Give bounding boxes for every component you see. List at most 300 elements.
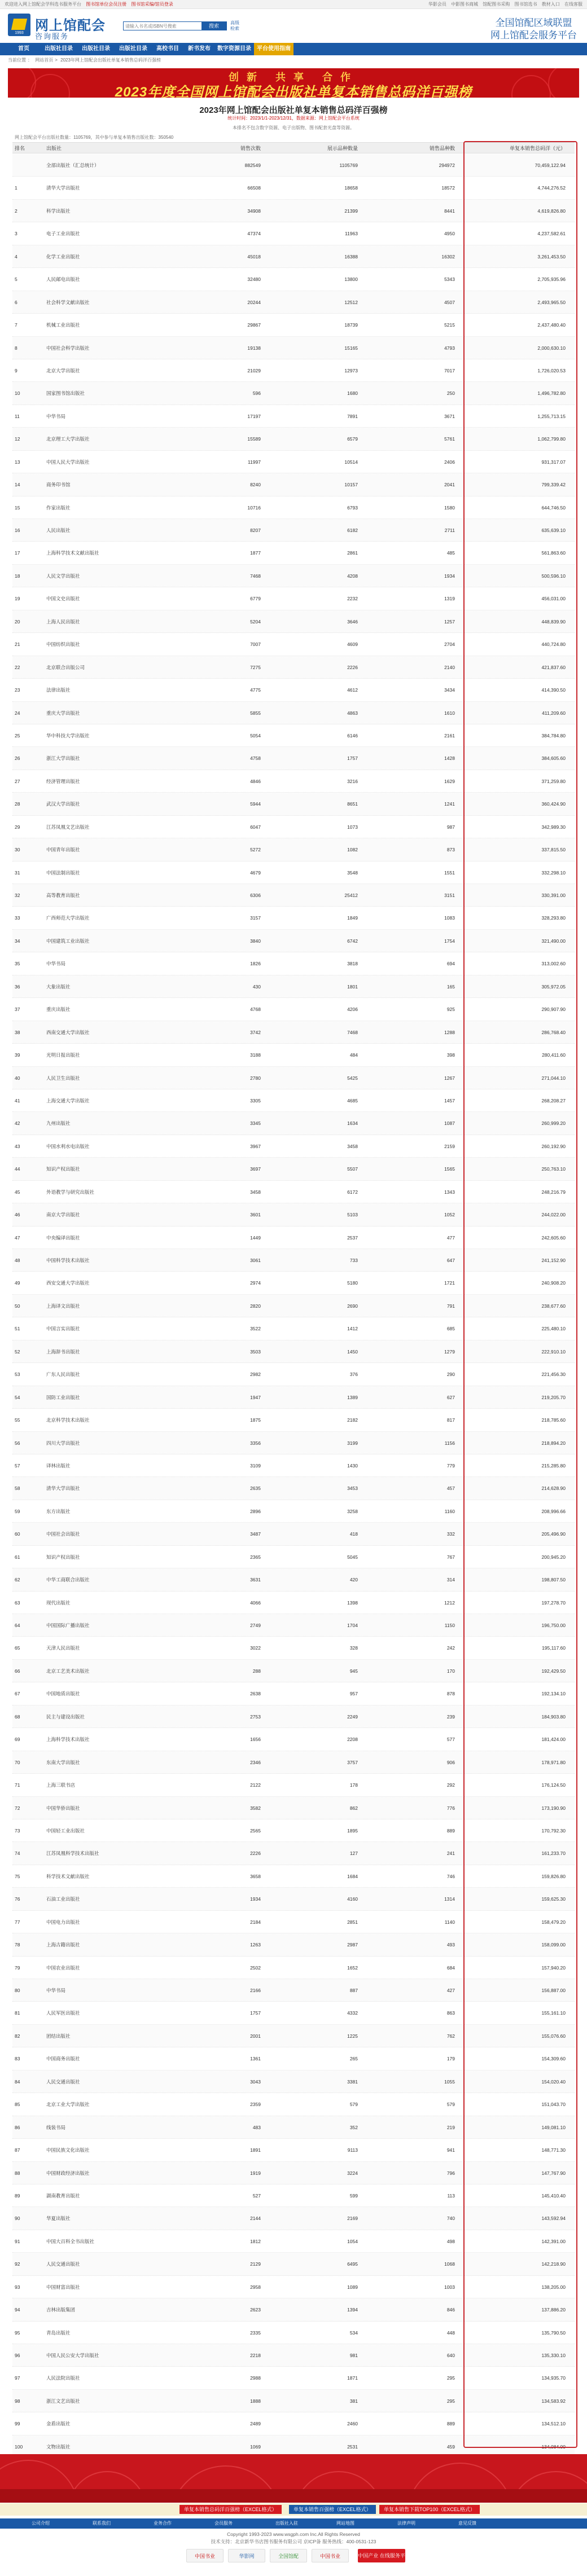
- table-row: [12, 1386, 575, 1409]
- cell-display-count: 10157: [344, 482, 358, 488]
- cell-publisher[interactable]: 浙江大学出版社: [46, 755, 80, 762]
- nav-item-0[interactable]: 首页: [18, 46, 29, 52]
- top-link-2[interactable]: 馆配图书采购: [483, 2, 510, 7]
- cell-publisher[interactable]: 中国人民公安大学出版社: [46, 2353, 99, 2358]
- cell-rank: 17: [15, 550, 20, 556]
- cell-publisher[interactable]: 中国大百科全书出版社: [46, 2238, 95, 2244]
- nav-item-5[interactable]: 新书发布: [188, 46, 211, 52]
- cell-total-value: 260,192.90: [541, 1143, 566, 1149]
- cell-publisher[interactable]: 中国国际广播出版社: [46, 1623, 90, 1628]
- cell-publisher[interactable]: 中国人民大学出版社: [46, 459, 90, 465]
- cell-display-count: 1849: [347, 915, 358, 921]
- cell-rank: 66: [15, 1668, 20, 1674]
- cell-sales-count: 2988: [250, 2375, 261, 2381]
- cell-total-value: 290,907.90: [541, 1006, 566, 1013]
- banner-slogan: 创新 共享 合作: [228, 72, 358, 83]
- cell-display-count: 3458: [347, 1143, 358, 1149]
- table-row: [12, 2276, 575, 2298]
- cell-sales-count: 21029: [247, 367, 261, 373]
- cell-publisher[interactable]: 大象出版社: [46, 983, 71, 990]
- cell-publisher[interactable]: 四川大学出版社: [46, 1440, 80, 1446]
- cell-display-count: 1398: [347, 1599, 358, 1606]
- table-row: [12, 2344, 575, 2367]
- cell-publisher[interactable]: 中国商务出版社: [46, 2056, 80, 2062]
- cell-rank: 54: [15, 1394, 20, 1400]
- table-row: [12, 1751, 575, 1774]
- cell-sales-count: 20244: [247, 299, 261, 305]
- cell-total-value: 142,218.90: [541, 2261, 566, 2267]
- cell-rank: 97: [15, 2375, 20, 2381]
- cell-publisher[interactable]: 现代出版社: [46, 1599, 71, 1606]
- cell-publisher[interactable]: 上海三联书店: [46, 1782, 76, 1788]
- footer-link-5[interactable]: 网站地图: [336, 2521, 354, 2526]
- logo-icon[interactable]: [8, 14, 30, 36]
- cell-total-value: 161,233.70: [541, 1850, 566, 1857]
- cell-sales-count: 3487: [250, 1531, 261, 1537]
- cell-display-count: 2182: [347, 1417, 358, 1423]
- footer-link-3[interactable]: 会员服务: [214, 2521, 233, 2526]
- cell-publisher[interactable]: 上海译文出版社: [46, 1303, 80, 1309]
- cell-publisher[interactable]: 清华大学出版社: [46, 1485, 80, 1492]
- table-header: [12, 142, 575, 153]
- cell-publisher[interactable]: 青岛出版社: [46, 2329, 71, 2336]
- cell-publisher[interactable]: 中华工商联合出版社: [46, 1577, 90, 1583]
- cell-publisher[interactable]: 中国电力出版社: [46, 1919, 80, 1925]
- cell-titles-sold: 113: [447, 2192, 455, 2199]
- cell-publisher[interactable]: 中国农业出版社: [46, 1964, 80, 1971]
- cell-sales-count: 2184: [250, 1919, 261, 1925]
- cell-rank: 28: [15, 801, 20, 807]
- cell-publisher[interactable]: 民主与建设出版社: [46, 1713, 85, 1720]
- cell-titles-sold: 3434: [444, 687, 455, 693]
- table-row: [12, 1933, 575, 1956]
- table-row: [12, 1592, 575, 1614]
- table-row: [12, 291, 575, 314]
- cell-rank: 92: [15, 2261, 20, 2267]
- badge-0[interactable]: 中国书业: [186, 2549, 224, 2562]
- cell-sales-count: 7468: [250, 573, 261, 579]
- cell-publisher[interactable]: 人民法院出版社: [46, 2375, 80, 2381]
- cell-sales-count: 3967: [250, 1143, 261, 1149]
- cell-publisher[interactable]: 高等教育出版社: [46, 893, 80, 898]
- table-row: [12, 610, 575, 633]
- cell-titles-sold: 1212: [444, 1599, 455, 1606]
- cell-total-value: 321,490.00: [541, 938, 566, 944]
- cell-publisher[interactable]: 上海交通大学出版社: [46, 1097, 90, 1104]
- cell-rank: 77: [15, 1919, 20, 1925]
- cell-total-value: 134,583.92: [541, 2398, 566, 2404]
- nav-item-2[interactable]: 出版社目录: [82, 46, 110, 52]
- cell-publisher[interactable]: 北京工艺美术出版社: [46, 1668, 90, 1674]
- cell-sales-count: 2218: [250, 2353, 261, 2358]
- cell-total-value: 448,839.90: [541, 618, 566, 625]
- nav-item-6[interactable]: 数字资源目录: [217, 46, 251, 52]
- cell-titles-sold: 1314: [444, 1896, 455, 1902]
- table-row: [12, 884, 575, 907]
- cell-titles-sold: 1551: [444, 869, 455, 876]
- cell-sales-count: 2780: [250, 1075, 261, 1081]
- cell-publisher[interactable]: 上海古籍出版社: [46, 1942, 80, 1948]
- cell-publisher[interactable]: 中国财富出版社: [46, 2284, 80, 2290]
- cell-publisher[interactable]: 译林出版社: [46, 1462, 71, 1469]
- cell-titles-sold: 2140: [444, 664, 455, 670]
- cell-total-value: 192,134.10: [541, 1691, 566, 1697]
- footer-link-7[interactable]: 意见反馈: [458, 2521, 476, 2526]
- cell-publisher[interactable]: 中国地质出版社: [46, 1691, 80, 1697]
- cell-titles-sold: 2704: [444, 641, 455, 648]
- table-row: [12, 1568, 575, 1591]
- table-row: [12, 2412, 575, 2435]
- cell-rank: 14: [15, 482, 20, 488]
- cell-rank: 9: [15, 367, 17, 373]
- cell-publisher[interactable]: 人民交通出版社: [46, 2261, 80, 2267]
- cell-display-count: 18658: [344, 185, 358, 191]
- cell-publisher[interactable]: 中国科学技术出版社: [46, 1258, 90, 1263]
- cell-display-count: 6495: [347, 2261, 358, 2267]
- footer-link-0[interactable]: 公司介绍: [32, 2521, 50, 2526]
- top-link-3[interactable]: 图书馆选书: [514, 2, 537, 7]
- table-row: [12, 907, 575, 929]
- cell-display-count: 1684: [347, 1873, 358, 1879]
- visitor-register-link[interactable]: 图书馆单位会员注册: [86, 2, 127, 7]
- cell-publisher[interactable]: 文物出版社: [46, 2443, 71, 2450]
- cell-publisher[interactable]: 华中科技大学出版社: [46, 732, 90, 738]
- search-input[interactable]: [124, 22, 201, 30]
- table-row: [12, 1272, 575, 1294]
- cell-sales-count: 8207: [250, 527, 261, 533]
- cell-display-count: 13800: [344, 276, 358, 283]
- top-link-4[interactable]: 教材入口: [541, 2, 560, 7]
- cell-total-value: 931,317.07: [541, 459, 566, 465]
- cell-rank: 89: [15, 2192, 20, 2199]
- cell-display-count: 2537: [347, 1234, 358, 1241]
- cell-publisher[interactable]: 机械工业出版社: [46, 322, 80, 328]
- cell-sales-count: 3043: [250, 2078, 261, 2085]
- cell-publisher[interactable]: 中华书局: [46, 413, 66, 419]
- publisher-login-link[interactable]: 图书馆采编/馆员登录: [131, 2, 173, 7]
- cell-publisher[interactable]: 中国民族文化出版社: [46, 2147, 90, 2153]
- cell-titles-sold: 427: [446, 1988, 455, 1993]
- cell-rank: 21: [15, 641, 20, 648]
- cell-publisher[interactable]: 浙江文艺出版社: [46, 2398, 80, 2404]
- cell-total-value: 181,424.00: [541, 1737, 566, 1743]
- cell-rank: 26: [15, 755, 20, 762]
- cell-sales-count: 2122: [250, 1782, 261, 1788]
- cell-total-value: 178,971.80: [541, 1759, 566, 1765]
- cell-display-count: 2249: [347, 1713, 358, 1720]
- cell-rank: 93: [15, 2284, 20, 2290]
- cell-total-value: 151,043.70: [541, 2102, 566, 2108]
- cell-total-value: 154,020.40: [541, 2078, 566, 2085]
- badge-1[interactable]: 华影网: [228, 2549, 265, 2562]
- cell-publisher[interactable]: 中国水利水电出版社: [46, 1143, 90, 1149]
- cell-total-value: 134,935.70: [541, 2375, 566, 2381]
- badge-2[interactable]: 全国馆配: [270, 2549, 307, 2562]
- cell-display-count: 981: [349, 2353, 358, 2358]
- cell-total-value: 1,726,020.53: [537, 367, 566, 373]
- cell-display-count: 3258: [347, 1508, 358, 1514]
- page-note: 本排名不包含数字资源、电子出版物、图书配套光盘等资源。: [233, 125, 354, 130]
- cell-titles-sold: 762: [446, 2033, 455, 2039]
- cell-titles-sold: 457: [446, 1485, 455, 1492]
- cell-publisher[interactable]: 人民出版社: [46, 527, 71, 533]
- cell-titles-sold: 5215: [444, 322, 455, 328]
- top-bar-right: [425, 0, 582, 9]
- cell-publisher[interactable]: 武汉大学出版社: [46, 801, 80, 807]
- cell-rank: 33: [15, 915, 20, 921]
- cell-publisher[interactable]: 上海科学技术出版社: [46, 1737, 90, 1743]
- footer-link-1[interactable]: 联系我们: [93, 2521, 111, 2526]
- cell-sales-count: 3582: [250, 1805, 261, 1811]
- table-row: [12, 2253, 575, 2275]
- cell-display-count: 18739: [344, 322, 358, 328]
- cell-titles-sold: 5761: [444, 436, 455, 442]
- cell-titles-sold: 4950: [444, 231, 455, 237]
- cell-publisher[interactable]: 中国文史出版社: [46, 596, 80, 602]
- logo-year: 1993: [15, 31, 24, 35]
- cell-rank: 39: [15, 1052, 20, 1058]
- cell-display-count: 10514: [344, 459, 358, 465]
- cell-total-value: 149,081.10: [541, 2124, 566, 2130]
- cell-publisher[interactable]: 中国言实出版社: [46, 1326, 80, 1332]
- cell-sales-count: 19138: [247, 345, 261, 351]
- cell-rank: 87: [15, 2147, 20, 2153]
- cell-titles-sold: 292: [446, 1782, 455, 1788]
- cell-display-count: 4685: [347, 1097, 358, 1104]
- cell-publisher[interactable]: 吉林出版集团: [46, 2307, 76, 2313]
- cell-titles-sold: 3151: [444, 893, 455, 898]
- cell-publisher[interactable]: 广东人民出版社: [46, 1371, 80, 1378]
- cell-display-count: 6742: [347, 938, 358, 944]
- cell-publisher[interactable]: 人民军医出版社: [46, 2010, 80, 2016]
- cell-publisher[interactable]: 法律出版社: [46, 687, 71, 693]
- cell-sales-count: 1069: [250, 2443, 261, 2450]
- cell-titles-sold: 640: [446, 2353, 455, 2358]
- nav-item-3[interactable]: 出版社目录: [119, 46, 147, 52]
- cell-total-value: 221,456.30: [541, 1371, 566, 1378]
- cell-publisher[interactable]: 重庆大学出版社: [46, 710, 80, 716]
- cell-display-count: 5103: [347, 1212, 358, 1218]
- cell-sales-count: 4679: [250, 869, 261, 876]
- cell-display-count: 2169: [347, 2215, 358, 2222]
- cell-publisher[interactable]: 西南交通大学出版社: [46, 1029, 90, 1035]
- cell-titles-sold: 4507: [444, 299, 455, 305]
- cell-titles-sold: 1140: [444, 1919, 455, 1925]
- cell-sales-count: 3356: [250, 1440, 261, 1446]
- cell-display-count: 1450: [347, 1348, 358, 1355]
- page-title: 2023年网上馆配会出版社单复本销售总码洋百强榜: [199, 105, 388, 115]
- cell-sales-count: 4775: [250, 687, 261, 693]
- cell-total-value: 342,989.30: [541, 824, 566, 830]
- cell-total-value: 134,084.00: [541, 2443, 566, 2450]
- cell-display-count: 945: [349, 1668, 358, 1674]
- cell-publisher[interactable]: 社会科学文献出版社: [46, 299, 90, 305]
- cell-rank: 45: [15, 1189, 20, 1195]
- cell-publisher[interactable]: 华夏出版社: [46, 2215, 71, 2222]
- download-button-3[interactable]: 单复本销售下载TOP100（EXCEL格式）: [379, 2505, 480, 2514]
- table-row: [12, 200, 575, 222]
- download-button-1[interactable]: 单复本销售总码洋百强榜（EXCEL格式）: [179, 2505, 282, 2514]
- cell-publisher[interactable]: 团结出版社: [46, 2033, 71, 2039]
- cell-publisher[interactable]: 江苏凤凰文艺出版社: [46, 824, 90, 830]
- cell-titles-sold: 295: [446, 2398, 455, 2404]
- nav-item-4[interactable]: 高校书目: [156, 46, 179, 52]
- badge-3[interactable]: 中国书业: [312, 2549, 349, 2562]
- breadcrumb-home[interactable]: 网站首页: [35, 58, 54, 63]
- cell-publisher[interactable]: 光明日报出版社: [46, 1052, 80, 1058]
- cell-publisher[interactable]: 中国轻工业出版社: [46, 1827, 85, 1834]
- cell-titles-sold: 740: [446, 2215, 455, 2222]
- cell-publisher[interactable]: 东南大学出版社: [46, 1759, 80, 1765]
- cell-publisher[interactable]: 科学出版社: [46, 208, 71, 214]
- table-row: [12, 268, 575, 291]
- cell-publisher[interactable]: 中华书局: [46, 1988, 66, 1993]
- cell-publisher[interactable]: 东方出版社: [46, 1508, 71, 1514]
- cell-titles-sold: 863: [446, 2010, 455, 2016]
- cell-sales-count: 1875: [250, 1417, 261, 1423]
- cell-publisher[interactable]: 北京工业大学出版社: [46, 2102, 90, 2108]
- cell-publisher[interactable]: 湖南教育出版社: [46, 2192, 80, 2199]
- cell-sales-count: 15589: [247, 436, 261, 442]
- cell-publisher[interactable]: 石油工业出版社: [46, 1896, 80, 1902]
- table-row: [12, 975, 575, 998]
- badge-4[interactable]: 中国产业 在线服务平台: [358, 2549, 405, 2562]
- cell-total-value: 170,792.30: [541, 1827, 566, 1834]
- cell-publisher[interactable]: 南京大学出版社: [46, 1212, 80, 1218]
- cell-publisher[interactable]: 北京联合出版公司: [46, 664, 85, 670]
- cell-display-count: 7891: [347, 413, 358, 419]
- cell-publisher[interactable]: 金盾出版社: [46, 2421, 71, 2427]
- cell-publisher[interactable]: 中央编译出版社: [46, 1234, 80, 1241]
- top-link-5[interactable]: 在线客服: [564, 2, 582, 7]
- cell-titles-sold: 242: [446, 1645, 455, 1651]
- cell-publisher[interactable]: 商务印书馆: [46, 482, 71, 488]
- cell-sales-count: 3697: [250, 1166, 261, 1172]
- cell-sales-count: 2638: [250, 1691, 261, 1697]
- cell-titles-sold: 1629: [444, 778, 455, 784]
- top-link-0[interactable]: 华影会员: [428, 2, 446, 7]
- cell-publisher[interactable]: 人民交通出版社: [46, 2078, 80, 2085]
- advanced-search-link[interactable]: 高级检索: [230, 20, 239, 31]
- table-row: [12, 1432, 575, 1454]
- cell-publisher[interactable]: 中国青年出版社: [46, 847, 80, 853]
- cell-publisher[interactable]: 重庆出版社: [46, 1006, 71, 1013]
- table-row: [12, 177, 575, 199]
- cell-publisher[interactable]: 九州出版社: [46, 1120, 71, 1127]
- cell-publisher[interactable]: 电子工业出版社: [46, 231, 80, 237]
- cell-publisher[interactable]: 上海科学技术文献出版社: [46, 550, 99, 556]
- table-row: [12, 245, 575, 268]
- cell-publisher[interactable]: 清华大学出版社: [46, 185, 80, 191]
- cell-total-value: 244,022.00: [541, 1212, 566, 1218]
- table-row: [12, 359, 575, 382]
- cell-publisher[interactable]: 国防工业出版社: [46, 1394, 80, 1400]
- footer-link-2[interactable]: 业务合作: [154, 2521, 172, 2526]
- cell-total-value: 219,205.70: [541, 1394, 566, 1400]
- cell-publisher[interactable]: 国家图书馆出版社: [46, 390, 85, 397]
- cell-sales-count: 7275: [250, 664, 261, 670]
- cell-publisher[interactable]: 中华书局: [46, 961, 66, 967]
- cell-publisher[interactable]: 科学技术文献出版社: [46, 1873, 90, 1879]
- cell-display-count: 957: [349, 1691, 358, 1697]
- table-row: [12, 816, 575, 838]
- table-row: [12, 1728, 575, 1751]
- cell-display-count: 21399: [344, 208, 358, 214]
- footer-link-4[interactable]: 出版社入驻: [275, 2521, 298, 2526]
- cell-sales-count: 3658: [250, 1873, 261, 1879]
- cell-display-count: 4332: [347, 2010, 358, 2016]
- cell-rank: 55: [15, 1417, 20, 1423]
- cell-display-count: 9113: [347, 2147, 358, 2153]
- cell-sales-count: 2974: [250, 1280, 261, 1286]
- download-button-2[interactable]: 单复本销售百强榜（EXCEL格式）: [289, 2505, 376, 2514]
- table-row: [12, 2390, 575, 2412]
- cell-publisher[interactable]: 作家出版社: [46, 504, 71, 511]
- cell-publisher[interactable]: 北京科学技术出版社: [46, 1417, 90, 1423]
- cell-publisher[interactable]: 经济管理出版社: [46, 778, 80, 784]
- cell-publisher[interactable]: 人民邮电出版社: [46, 276, 80, 283]
- cell-total-value: 1,255,713.15: [537, 413, 566, 419]
- search-button[interactable]: 搜索: [201, 22, 226, 30]
- cell-publisher[interactable]: 中国纺织出版社: [46, 641, 80, 648]
- cell-sales-count: 1656: [250, 1737, 261, 1743]
- cell-publisher[interactable]: 中国建筑工业出版社: [46, 938, 90, 944]
- cell-publisher[interactable]: 中国社会科学出版社: [46, 345, 90, 351]
- ranking-table: [12, 142, 575, 2450]
- cell-publisher[interactable]: 西安交通大学出版社: [46, 1280, 90, 1286]
- top-link-1[interactable]: 中影图书商城: [451, 2, 479, 7]
- cell-publisher[interactable]: 人民文学出版社: [46, 573, 80, 579]
- cell-total-value: 313,002.60: [541, 961, 566, 967]
- cell-sales-count: 2896: [250, 1508, 261, 1514]
- table-row: [12, 428, 575, 450]
- table-row: [12, 587, 575, 610]
- cell-publisher[interactable]: 中国财政经济出版社: [46, 2170, 90, 2176]
- table-row: [12, 770, 575, 793]
- cell-display-count: 1394: [347, 2307, 358, 2313]
- nav-item-1[interactable]: 出版社目录: [45, 46, 73, 52]
- cell-publisher[interactable]: 外语教学与研究出版社: [46, 1189, 95, 1195]
- cell-publisher[interactable]: 知识产权出版社: [46, 1554, 80, 1560]
- cell-publisher[interactable]: 江苏凤凰科学技术出版社: [46, 1850, 99, 1857]
- cell-display-count: 599: [349, 2192, 358, 2199]
- cell-publisher[interactable]: 北京大学出版社: [46, 367, 80, 373]
- cell-sales-count: 2226: [250, 1850, 261, 1857]
- cell-publisher[interactable]: 中国法制出版社: [46, 869, 80, 876]
- cell-publisher[interactable]: 化学工业出版社: [46, 253, 80, 260]
- cell-publisher[interactable]: 中国华侨出版社: [46, 1805, 80, 1811]
- cell-display-count: 484: [349, 1052, 358, 1058]
- footer-link-6[interactable]: 法律声明: [397, 2521, 415, 2526]
- cell-publisher[interactable]: 知识产权出版社: [46, 1166, 80, 1172]
- footer-shade: [0, 2489, 587, 2503]
- cell-titles-sold: 1003: [444, 2284, 455, 2290]
- cell-publisher[interactable]: 天津人民出版社: [46, 1645, 80, 1651]
- nav-item-7[interactable]: 平台使用指南: [254, 43, 294, 55]
- cell-publisher[interactable]: 上海人民出版社: [46, 618, 80, 625]
- cell-publisher[interactable]: 线装书局: [46, 2124, 66, 2130]
- cell-publisher[interactable]: 北京理工大学出版社: [46, 436, 90, 442]
- cell-publisher[interactable]: 广西师范大学出版社: [46, 915, 90, 921]
- cell-publisher[interactable]: 中国社会出版社: [46, 1531, 80, 1537]
- cell-display-count: 1073: [347, 824, 358, 830]
- table-row: [12, 998, 575, 1021]
- table-row-total: [12, 154, 575, 177]
- table-row: [12, 1957, 575, 1979]
- cell-publisher[interactable]: 上海辞书出版社: [46, 1348, 80, 1355]
- cell-sales-count: 2144: [250, 2215, 261, 2222]
- cell-publisher[interactable]: 人民卫生出版社: [46, 1075, 80, 1081]
